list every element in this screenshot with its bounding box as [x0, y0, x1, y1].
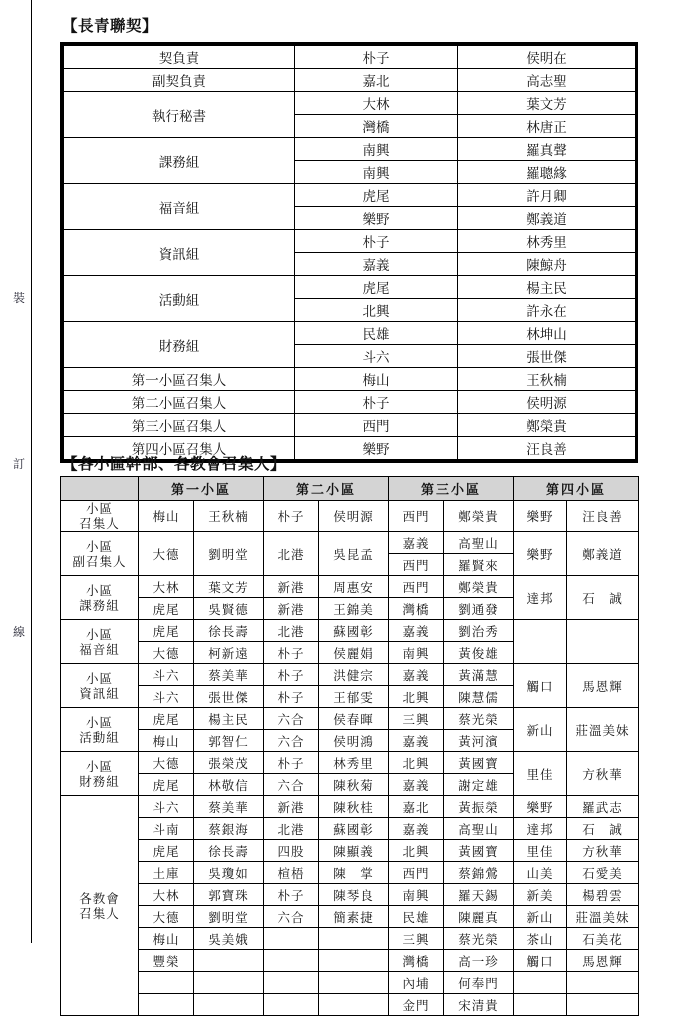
district-person-cell: 陳秋桂	[319, 796, 389, 818]
officer-person-cell: 王秋楠	[458, 368, 636, 391]
district-church-cell: 虎尾	[139, 620, 194, 642]
district-person-cell: 徐長壽	[194, 620, 264, 642]
district-church-cell: 梅山	[139, 501, 194, 532]
officer-role-cell: 第二小區召集人	[64, 391, 295, 414]
officer-person-cell: 侯明源	[458, 391, 636, 414]
district-person-cell: 王錦美	[319, 598, 389, 620]
district-row	[61, 796, 639, 818]
district-person-cell: 方秋華	[567, 840, 639, 862]
district-person-cell: 黃國寶	[444, 840, 514, 862]
binding-margin	[0, 0, 48, 943]
district-person-cell: 蔡銀海	[194, 818, 264, 840]
district-church-cell	[264, 928, 319, 950]
district-person-cell	[567, 972, 639, 994]
district-header-row	[61, 477, 639, 501]
officer-church-cell: 朴子	[295, 46, 458, 69]
officer-church-cell: 嘉北	[295, 69, 458, 92]
district-church-cell: 斗六	[139, 664, 194, 686]
officer-church-cell: 西門	[295, 414, 458, 437]
district-church-cell: 觸口	[514, 664, 567, 708]
officer-role-cell: 財務組	[64, 322, 295, 368]
district-church-cell: 四股	[264, 840, 319, 862]
district-person-cell: 何奉門	[444, 972, 514, 994]
district-church-cell: 六合	[264, 906, 319, 928]
binding-rule-line	[31, 0, 32, 943]
district-person-cell: 石 誠	[567, 818, 639, 840]
officer-role-cell: 第三小區召集人	[64, 414, 295, 437]
district-church-cell: 新港	[264, 576, 319, 598]
officer-role-cell: 副契負責	[64, 69, 295, 92]
district-person-cell: 葉文芳	[194, 576, 264, 598]
district-person-cell: 蔡錦鶯	[444, 862, 514, 884]
district-row-label: 小區 課務組	[61, 576, 139, 620]
officer-row	[64, 414, 636, 437]
district-row-label: 小區 召集人	[61, 501, 139, 532]
binding-mark-zhuang: 裝	[12, 291, 25, 305]
district-church-cell: 里佳	[514, 752, 567, 796]
district-person-cell: 簡素捷	[319, 906, 389, 928]
officer-church-cell: 梅山	[295, 368, 458, 391]
district-person-cell: 石 誠	[567, 576, 639, 620]
district-church-cell: 大德	[139, 642, 194, 664]
district-person-cell: 陳 掌	[319, 862, 389, 884]
district-row	[61, 532, 639, 554]
district-person-cell: 石愛美	[567, 862, 639, 884]
changqing-officers-table-body	[64, 46, 636, 460]
district-person-cell: 馬恩輝	[567, 664, 639, 708]
district-church-cell: 南興	[389, 642, 444, 664]
district-person-cell: 黃國寶	[444, 752, 514, 774]
district-church-cell: 楦梧	[264, 862, 319, 884]
district-header-2: 第二小區	[264, 477, 389, 501]
district-person-cell: 劉明堂	[194, 906, 264, 928]
district-church-cell: 北港	[264, 532, 319, 576]
district-person-cell: 黃振榮	[444, 796, 514, 818]
officer-person-cell: 汪良善	[458, 437, 636, 460]
officer-person-cell: 羅真聲	[458, 138, 636, 161]
district-header-3: 第三小區	[389, 477, 514, 501]
district-person-cell: 吳瓊如	[194, 862, 264, 884]
officer-row	[64, 92, 636, 115]
district-row-label: 小區 福音組	[61, 620, 139, 664]
district-church-cell: 觸口	[514, 950, 567, 972]
officer-church-cell: 虎尾	[295, 184, 458, 207]
district-church-cell: 金門	[389, 994, 444, 1016]
officer-person-cell: 鄭榮貴	[458, 414, 636, 437]
district-person-cell	[319, 928, 389, 950]
officer-row	[64, 69, 636, 92]
district-person-cell: 陳慧儒	[444, 686, 514, 708]
district-row	[61, 501, 639, 532]
district-row-label: 小區 活動組	[61, 708, 139, 752]
district-person-cell	[194, 994, 264, 1016]
district-person-cell	[567, 620, 639, 664]
district-row	[61, 752, 639, 774]
district-church-cell: 樂野	[514, 532, 567, 576]
district-church-cell: 茶山	[514, 928, 567, 950]
district-church-cell: 北興	[389, 752, 444, 774]
district-person-cell: 謝定雄	[444, 774, 514, 796]
district-person-cell: 黃俊雄	[444, 642, 514, 664]
officer-person-cell: 侯明在	[458, 46, 636, 69]
district-church-cell: 六合	[264, 708, 319, 730]
district-row-label: 各教會 召集人	[61, 796, 139, 1016]
district-person-cell: 蘇國彰	[319, 818, 389, 840]
district-church-cell: 朴子	[264, 642, 319, 664]
district-church-cell: 朴子	[264, 884, 319, 906]
district-church-cell: 新山	[514, 708, 567, 752]
officer-row	[64, 276, 636, 299]
district-church-cell: 虎尾	[139, 840, 194, 862]
district-person-cell: 蔡美華	[194, 796, 264, 818]
district-person-cell	[194, 972, 264, 994]
district-church-cell: 嘉義	[389, 730, 444, 752]
district-person-cell: 劉通發	[444, 598, 514, 620]
officer-role-cell: 執行秘書	[64, 92, 295, 138]
district-person-cell: 洪健宗	[319, 664, 389, 686]
changqing-officers-table-container	[60, 42, 638, 463]
district-church-cell: 嘉義	[389, 664, 444, 686]
officer-row	[64, 391, 636, 414]
officer-role-cell: 第一小區召集人	[64, 368, 295, 391]
district-person-cell: 鄭榮貴	[444, 576, 514, 598]
district-church-cell: 梅山	[139, 730, 194, 752]
district-church-cell: 虎尾	[139, 708, 194, 730]
district-person-cell: 楊主民	[194, 708, 264, 730]
district-person-cell: 高聖山	[444, 532, 514, 554]
district-church-cell: 北興	[389, 686, 444, 708]
district-church-cell: 六合	[264, 730, 319, 752]
district-person-cell: 陳顯義	[319, 840, 389, 862]
district-church-cell: 新港	[264, 796, 319, 818]
district-row	[61, 840, 639, 862]
district-header-4: 第四小區	[514, 477, 639, 501]
officer-role-cell: 契負責	[64, 46, 295, 69]
district-church-cell: 新港	[264, 598, 319, 620]
district-row	[61, 994, 639, 1016]
officer-role-cell: 課務組	[64, 138, 295, 184]
section-title-district-officers: 【各小區幹部、各教會召集人】	[62, 454, 287, 473]
district-church-cell: 斗南	[139, 818, 194, 840]
officer-person-cell: 葉文芳	[458, 92, 636, 115]
district-person-cell: 高聖山	[444, 818, 514, 840]
district-church-cell: 朴子	[264, 686, 319, 708]
district-church-cell: 六合	[264, 774, 319, 796]
officer-person-cell: 林坤山	[458, 322, 636, 345]
district-church-cell	[264, 994, 319, 1016]
officer-church-cell: 南興	[295, 138, 458, 161]
district-officers-table	[60, 476, 639, 1016]
district-officers-table-head	[61, 477, 639, 501]
district-person-cell: 高一珍	[444, 950, 514, 972]
officer-person-cell: 許月卿	[458, 184, 636, 207]
district-person-cell: 郭寶珠	[194, 884, 264, 906]
district-person-cell: 羅天錫	[444, 884, 514, 906]
district-church-cell: 山美	[514, 862, 567, 884]
district-person-cell: 莊溫美妹	[567, 906, 639, 928]
district-church-cell: 北港	[264, 818, 319, 840]
officer-church-cell: 斗六	[295, 345, 458, 368]
district-person-cell: 侯麗娟	[319, 642, 389, 664]
district-church-cell: 斗六	[139, 796, 194, 818]
district-person-cell	[319, 950, 389, 972]
document-page	[52, 0, 652, 1013]
officer-role-cell: 活動組	[64, 276, 295, 322]
district-person-cell: 侯明源	[319, 501, 389, 532]
district-person-cell: 蔡光榮	[444, 708, 514, 730]
officer-church-cell: 北興	[295, 299, 458, 322]
district-person-cell: 王秋楠	[194, 501, 264, 532]
district-person-cell: 楊碧雲	[567, 884, 639, 906]
district-person-cell: 吳昆孟	[319, 532, 389, 576]
district-person-cell: 劉治秀	[444, 620, 514, 642]
district-person-cell: 汪良善	[567, 501, 639, 532]
district-person-cell	[319, 994, 389, 1016]
officer-row	[64, 46, 636, 69]
district-church-cell: 灣橋	[389, 598, 444, 620]
district-person-cell: 蔡美華	[194, 664, 264, 686]
officer-church-cell: 南興	[295, 161, 458, 184]
district-church-cell	[514, 994, 567, 1016]
district-person-cell: 宋清貴	[444, 994, 514, 1016]
district-person-cell: 陳秋菊	[319, 774, 389, 796]
district-person-cell: 方秋華	[567, 752, 639, 796]
district-church-cell: 灣橋	[389, 950, 444, 972]
district-church-cell: 嘉義	[389, 532, 444, 554]
district-church-cell: 大德	[139, 752, 194, 774]
district-church-cell: 達邦	[514, 576, 567, 620]
district-church-cell: 西門	[389, 554, 444, 576]
district-church-cell: 南興	[389, 884, 444, 906]
district-church-cell: 朴子	[264, 752, 319, 774]
district-row	[61, 576, 639, 598]
district-church-cell	[264, 950, 319, 972]
district-row-label: 小區 副召集人	[61, 532, 139, 576]
district-person-cell: 黃滿慧	[444, 664, 514, 686]
district-person-cell: 石美花	[567, 928, 639, 950]
district-person-cell: 馬恩輝	[567, 950, 639, 972]
officer-person-cell: 許永在	[458, 299, 636, 322]
district-church-cell: 北港	[264, 620, 319, 642]
district-row	[61, 862, 639, 884]
district-row-label: 小區 資訊組	[61, 664, 139, 708]
officer-person-cell: 林秀里	[458, 230, 636, 253]
district-church-cell: 斗六	[139, 686, 194, 708]
district-church-cell: 內埔	[389, 972, 444, 994]
district-church-cell: 三興	[389, 708, 444, 730]
district-person-cell: 周惠安	[319, 576, 389, 598]
district-person-cell: 陳琴良	[319, 884, 389, 906]
district-church-cell: 達邦	[514, 818, 567, 840]
district-header-1: 第一小區	[139, 477, 264, 501]
district-church-cell	[514, 972, 567, 994]
district-church-cell: 北興	[389, 840, 444, 862]
officer-row	[64, 230, 636, 253]
officer-row	[64, 322, 636, 345]
district-church-cell: 嘉義	[389, 620, 444, 642]
district-officers-table-body	[61, 501, 639, 1016]
district-row	[61, 884, 639, 906]
district-church-cell: 嘉義	[389, 774, 444, 796]
district-person-cell: 柯新遠	[194, 642, 264, 664]
district-person-cell: 劉明堂	[194, 532, 264, 576]
district-person-cell: 侯春暉	[319, 708, 389, 730]
district-row	[61, 950, 639, 972]
officer-person-cell: 羅聰緣	[458, 161, 636, 184]
district-church-cell: 民雄	[389, 906, 444, 928]
officer-person-cell: 高志聖	[458, 69, 636, 92]
district-church-cell: 新山	[514, 906, 567, 928]
officer-church-cell: 民雄	[295, 322, 458, 345]
district-person-cell: 侯明鴻	[319, 730, 389, 752]
district-church-cell: 嘉北	[389, 796, 444, 818]
district-row	[61, 664, 639, 686]
district-row	[61, 906, 639, 928]
district-person-cell: 羅武志	[567, 796, 639, 818]
district-church-cell: 梅山	[139, 928, 194, 950]
district-church-cell: 西門	[389, 501, 444, 532]
officer-church-cell: 樂野	[295, 437, 458, 460]
officer-role-cell: 第四小區召集人	[64, 437, 295, 460]
district-person-cell: 莊溫美妹	[567, 708, 639, 752]
section-title-changqing: 【長青聯契】	[62, 16, 159, 35]
district-row	[61, 972, 639, 994]
district-person-cell: 王郁雯	[319, 686, 389, 708]
district-person-cell: 張世傑	[194, 686, 264, 708]
district-church-cell: 樂野	[514, 796, 567, 818]
officer-church-cell: 嘉義	[295, 253, 458, 276]
district-person-cell	[319, 972, 389, 994]
officer-church-cell: 朴子	[295, 391, 458, 414]
district-church-cell: 虎尾	[139, 774, 194, 796]
district-row	[61, 928, 639, 950]
district-church-cell: 朴子	[264, 501, 319, 532]
officer-role-cell: 資訊組	[64, 230, 295, 276]
officer-church-cell: 大林	[295, 92, 458, 115]
district-church-cell	[139, 972, 194, 994]
officer-church-cell: 樂野	[295, 207, 458, 230]
district-church-cell: 朴子	[264, 664, 319, 686]
district-church-cell: 嘉義	[389, 818, 444, 840]
officer-row	[64, 368, 636, 391]
district-church-cell: 里佳	[514, 840, 567, 862]
district-person-cell: 鄭義道	[567, 532, 639, 576]
district-church-cell: 大林	[139, 576, 194, 598]
district-church-cell: 土庫	[139, 862, 194, 884]
district-person-cell: 蘇國彰	[319, 620, 389, 642]
officer-person-cell: 鄭義道	[458, 207, 636, 230]
district-person-cell: 陳麗真	[444, 906, 514, 928]
district-church-cell: 豐榮	[139, 950, 194, 972]
district-person-cell: 蔡光榮	[444, 928, 514, 950]
officer-person-cell: 陳鯨舟	[458, 253, 636, 276]
district-church-cell: 大林	[139, 884, 194, 906]
district-row	[61, 818, 639, 840]
district-person-cell	[194, 950, 264, 972]
binding-mark-xian: 線	[12, 625, 25, 639]
district-person-cell: 吳美娥	[194, 928, 264, 950]
district-church-cell: 三興	[389, 928, 444, 950]
district-officers-table-container	[60, 476, 638, 1016]
district-person-cell: 鄭榮貴	[444, 501, 514, 532]
binding-mark-ding: 訂	[12, 457, 25, 471]
district-person-cell: 黃河濱	[444, 730, 514, 752]
district-church-cell	[139, 994, 194, 1016]
changqing-officers-table	[63, 45, 636, 460]
district-church-cell: 虎尾	[139, 598, 194, 620]
district-church-cell: 大德	[139, 532, 194, 576]
officer-person-cell: 林唐正	[458, 115, 636, 138]
district-row-label: 小區 財務組	[61, 752, 139, 796]
district-header-corner	[61, 477, 139, 501]
district-church-cell: 西門	[389, 576, 444, 598]
officer-church-cell: 灣橋	[295, 115, 458, 138]
district-person-cell: 羅賢來	[444, 554, 514, 576]
officer-row	[64, 138, 636, 161]
district-row	[61, 620, 639, 642]
district-church-cell: 樂野	[514, 501, 567, 532]
district-row	[61, 708, 639, 730]
district-person-cell: 張榮茂	[194, 752, 264, 774]
officer-row	[64, 184, 636, 207]
district-church-cell: 新美	[514, 884, 567, 906]
district-person-cell: 林敬信	[194, 774, 264, 796]
officer-person-cell: 楊主民	[458, 276, 636, 299]
officer-church-cell: 虎尾	[295, 276, 458, 299]
district-person-cell: 徐長壽	[194, 840, 264, 862]
district-person-cell	[567, 994, 639, 1016]
district-person-cell: 吳賢德	[194, 598, 264, 620]
officer-person-cell: 張世傑	[458, 345, 636, 368]
district-church-cell: 西門	[389, 862, 444, 884]
district-church-cell	[514, 620, 567, 664]
district-church-cell: 大德	[139, 906, 194, 928]
district-person-cell: 林秀里	[319, 752, 389, 774]
officer-church-cell: 朴子	[295, 230, 458, 253]
officer-role-cell: 福音組	[64, 184, 295, 230]
district-person-cell: 郭智仁	[194, 730, 264, 752]
district-church-cell	[264, 972, 319, 994]
